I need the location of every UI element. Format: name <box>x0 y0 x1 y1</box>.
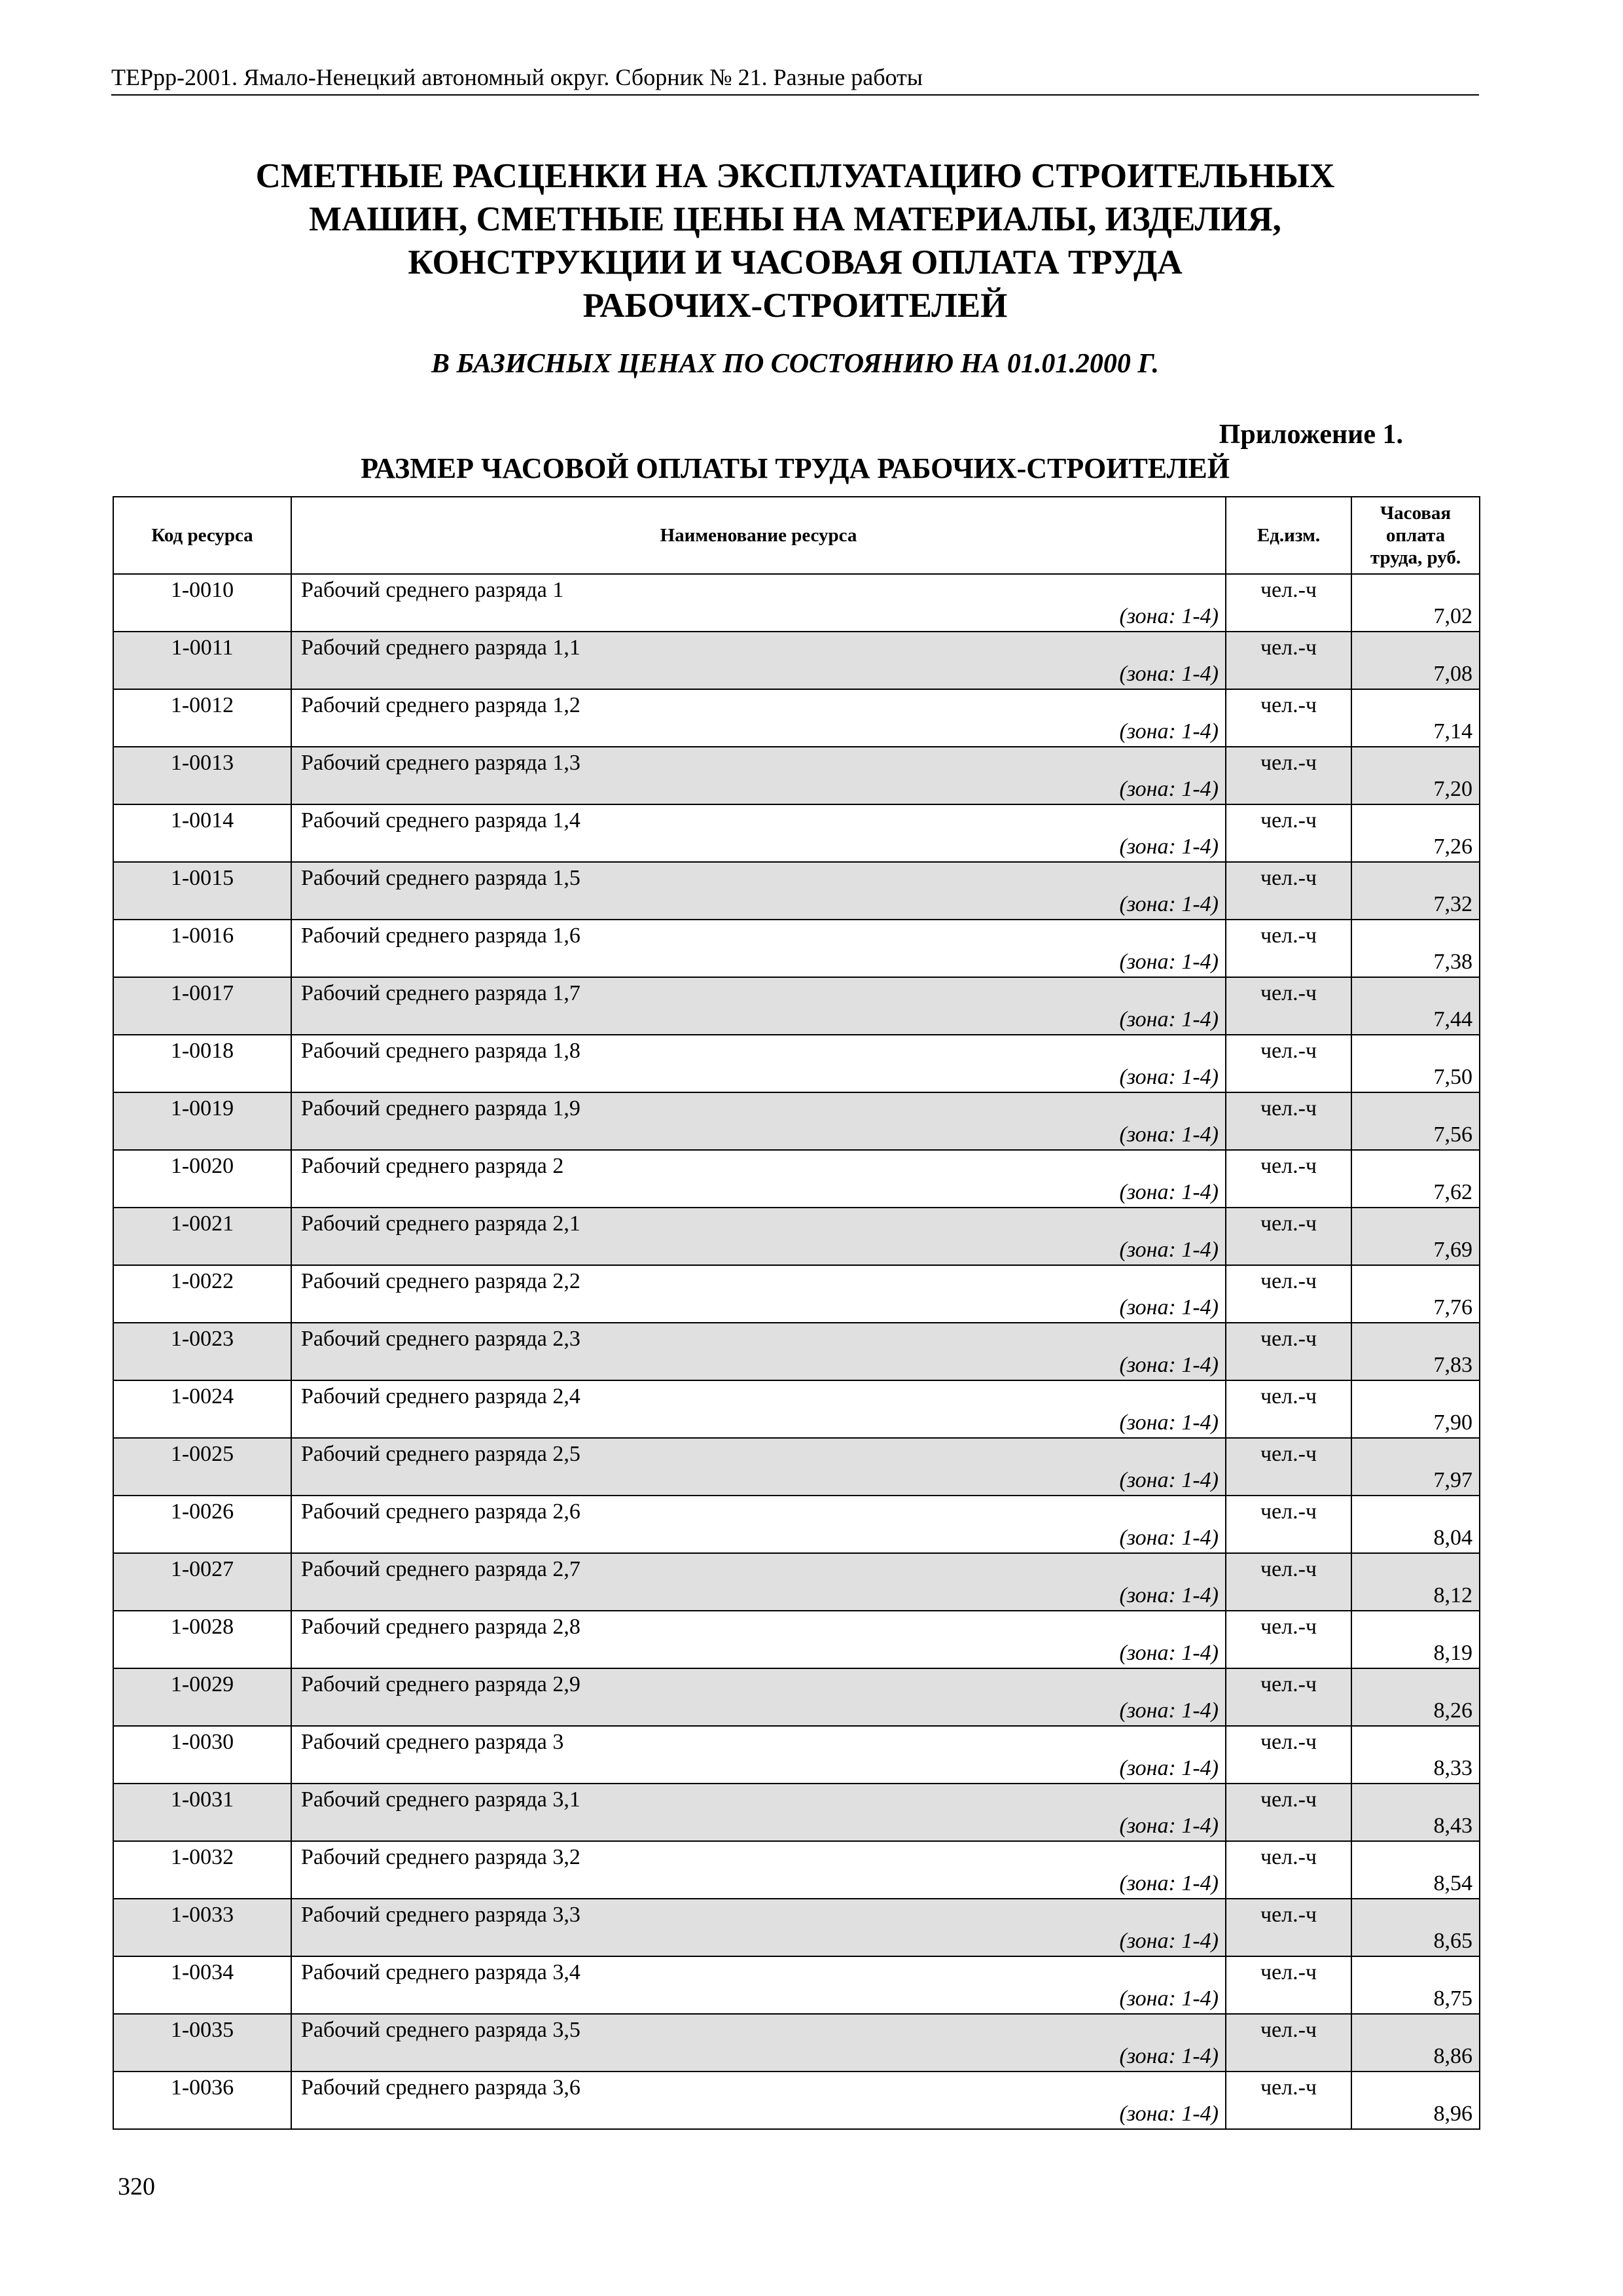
hourly-rate: 8,43 <box>1433 1814 1472 1838</box>
hourly-rate: 8,96 <box>1433 2102 1472 2126</box>
resource-code-cell: 1-0010 <box>113 574 291 632</box>
resource-name: Рабочий среднего разряда 2,7 <box>301 1557 580 1581</box>
resource-name-cell <box>291 1899 1226 1956</box>
rate-cell <box>1351 2072 1480 2129</box>
table-row <box>113 1496 1480 1553</box>
table-row <box>113 1150 1480 1208</box>
resource-name: Рабочий среднего разряда 3,2 <box>301 1845 580 1869</box>
resource-code-cell: 1-0021 <box>113 1208 291 1265</box>
resource-name: Рабочий среднего разряда 2,6 <box>301 1499 580 1524</box>
header-rate-line-1: Часовая <box>1380 503 1452 524</box>
resource-name: Рабочий среднего разряда 2,9 <box>301 1672 580 1696</box>
resource-name: Рабочий среднего разряда 2,4 <box>301 1384 580 1408</box>
resource-code-cell: 1-0014 <box>113 804 291 862</box>
hourly-rate: 8,26 <box>1433 1698 1472 1723</box>
rate-cell <box>1351 1035 1480 1092</box>
resource-name-cell <box>291 1438 1226 1496</box>
table-header-row <box>113 497 1480 574</box>
resource-name: Рабочий среднего разряда 3,6 <box>301 2075 580 2100</box>
table-row <box>113 862 1480 920</box>
resource-code-cell: 1-0018 <box>113 1035 291 1092</box>
resource-name: Рабочий среднего разряда 2,1 <box>301 1211 580 1236</box>
resource-name: Рабочий среднего разряда 1,1 <box>301 636 580 660</box>
rate-cell <box>1351 747 1480 804</box>
rate-cell <box>1351 574 1480 632</box>
resource-zone: (зона: 1-4) <box>1119 1468 1219 1492</box>
resource-zone: (зона: 1-4) <box>1119 1180 1219 1204</box>
resource-name-cell <box>291 1553 1226 1611</box>
resource-name-cell <box>291 1956 1226 2014</box>
unit-cell: чел.-ч <box>1226 862 1351 920</box>
table-row <box>113 1323 1480 1380</box>
resource-name: Рабочий среднего разряда 1,5 <box>301 866 580 890</box>
resource-name-cell <box>291 862 1226 920</box>
resource-name: Рабочий среднего разряда 1,4 <box>301 808 580 833</box>
resource-code-cell: 1-0027 <box>113 1553 291 1611</box>
resource-code-cell: 1-0012 <box>113 689 291 747</box>
resource-code-cell: 1-0016 <box>113 920 291 977</box>
rate-cell <box>1351 1841 1480 1899</box>
subtitle: В БАЗИСНЫХ ЦЕНАХ ПО СОСТОЯНИЮ НА 01.01.2000 Г. <box>431 349 1160 379</box>
resource-code-cell: 1-0022 <box>113 1265 291 1323</box>
table-row <box>113 1726 1480 1784</box>
table-row <box>113 1553 1480 1611</box>
resource-name: Рабочий среднего разряда 1,7 <box>301 981 580 1005</box>
unit-cell: чел.-ч <box>1226 1438 1351 1496</box>
hourly-rate: 7,76 <box>1433 1295 1472 1319</box>
resource-name: Рабочий среднего разряда 3,1 <box>301 1787 580 1812</box>
header-unit: Ед.изм. <box>1226 497 1351 574</box>
resource-name-cell <box>291 1668 1226 1726</box>
resource-code-cell: 1-0033 <box>113 1899 291 1956</box>
resource-zone: (зона: 1-4) <box>1119 1065 1219 1089</box>
resource-name: Рабочий среднего разряда 1,6 <box>301 924 580 948</box>
rate-cell <box>1351 1611 1480 1668</box>
resource-name-cell <box>291 1784 1226 1841</box>
rate-cell <box>1351 804 1480 862</box>
hourly-rate: 7,50 <box>1433 1065 1472 1089</box>
resource-code-cell: 1-0029 <box>113 1668 291 1726</box>
resource-name-cell <box>291 1035 1226 1092</box>
table-row <box>113 1668 1480 1726</box>
table-row <box>113 2072 1480 2129</box>
hourly-rate: 7,83 <box>1433 1353 1472 1377</box>
rate-cell <box>1351 1380 1480 1438</box>
resource-zone: (зона: 1-4) <box>1119 2044 1219 2068</box>
table-row <box>113 1611 1480 1668</box>
page-number: 320 <box>118 2173 155 2200</box>
table-title: РАЗМЕР ЧАСОВОЙ ОПЛАТЫ ТРУДА РАБОЧИХ-СТРОИТЕЛЕЙ <box>361 452 1230 484</box>
resource-name: Рабочий среднего разряда 1,2 <box>301 693 580 717</box>
table-row <box>113 747 1480 804</box>
hourly-rate: 7,26 <box>1433 834 1472 859</box>
resource-name: Рабочий среднего разряда 3,5 <box>301 2018 580 2042</box>
header-rate <box>1351 497 1480 574</box>
unit-cell: чел.-ч <box>1226 1150 1351 1208</box>
hourly-rate: 7,97 <box>1433 1468 1472 1492</box>
table-row <box>113 1092 1480 1150</box>
resource-code-cell: 1-0017 <box>113 977 291 1035</box>
resource-name: Рабочий среднего разряда 2,3 <box>301 1327 580 1351</box>
rate-cell <box>1351 1496 1480 1553</box>
hourly-rate: 8,04 <box>1433 1526 1472 1550</box>
rate-cell <box>1351 1668 1480 1726</box>
resource-code-cell: 1-0031 <box>113 1784 291 1841</box>
unit-cell: чел.-ч <box>1226 1035 1351 1092</box>
hourly-rate: 7,69 <box>1433 1238 1472 1262</box>
resource-zone: (зона: 1-4) <box>1119 1641 1219 1665</box>
table-row <box>113 1956 1480 2014</box>
unit-cell: чел.-ч <box>1226 1323 1351 1380</box>
table-row <box>113 2014 1480 2072</box>
hourly-rate: 7,44 <box>1433 1007 1472 1031</box>
hourly-rate: 7,56 <box>1433 1122 1472 1147</box>
rate-cell <box>1351 1899 1480 1956</box>
hourly-rate: 8,33 <box>1433 1756 1472 1780</box>
hourly-rate: 7,38 <box>1433 950 1472 974</box>
resource-name: Рабочий среднего разряда 2,8 <box>301 1615 580 1639</box>
wage-rate-table <box>113 496 1480 2130</box>
appendix-label: Приложение 1. <box>1219 420 1403 450</box>
resource-code-cell: 1-0015 <box>113 862 291 920</box>
resource-name-cell <box>291 632 1226 689</box>
header-code: Код ресурса <box>113 497 291 574</box>
resource-zone: (зона: 1-4) <box>1119 777 1219 801</box>
resource-zone: (зона: 1-4) <box>1119 1122 1219 1147</box>
resource-code-cell: 1-0028 <box>113 1611 291 1668</box>
unit-cell: чел.-ч <box>1226 1726 1351 1784</box>
rate-cell <box>1351 1726 1480 1784</box>
table-row <box>113 1208 1480 1265</box>
resource-zone: (зона: 1-4) <box>1119 1698 1219 1723</box>
unit-cell: чел.-ч <box>1226 1899 1351 1956</box>
resource-zone: (зона: 1-4) <box>1119 1986 1219 2011</box>
resource-zone: (зона: 1-4) <box>1119 1526 1219 1550</box>
resource-name-cell <box>291 977 1226 1035</box>
unit-cell: чел.-ч <box>1226 1956 1351 2014</box>
resource-zone: (зона: 1-4) <box>1119 1353 1219 1377</box>
rate-cell <box>1351 977 1480 1035</box>
resource-code-cell: 1-0025 <box>113 1438 291 1496</box>
resource-name-cell <box>291 2072 1226 2129</box>
resource-zone: (зона: 1-4) <box>1119 1238 1219 1262</box>
main-title-line-3: КОНСТРУКЦИИ И ЧАСОВАЯ ОПЛАТА ТРУДА <box>408 243 1183 281</box>
table-row <box>113 1841 1480 1899</box>
table-row <box>113 1380 1480 1438</box>
table-row <box>113 689 1480 747</box>
rate-cell <box>1351 920 1480 977</box>
resource-zone: (зона: 1-4) <box>1119 2102 1219 2126</box>
unit-cell: чел.-ч <box>1226 1208 1351 1265</box>
unit-cell: чел.-ч <box>1226 977 1351 1035</box>
resource-code-cell: 1-0019 <box>113 1092 291 1150</box>
running-header: ТЕРрр-2001. Ямало-Ненецкий автономный округ. Сборник № 21. Разные работы <box>111 60 1479 96</box>
resource-name: Рабочий среднего разряда 3,4 <box>301 1960 580 1984</box>
resource-name: Рабочий среднего разряда 2,5 <box>301 1442 580 1466</box>
resource-zone: (зона: 1-4) <box>1119 1007 1219 1031</box>
unit-cell: чел.-ч <box>1226 632 1351 689</box>
header-name: Наименование ресурса <box>291 497 1226 574</box>
resource-zone: (зона: 1-4) <box>1119 719 1219 744</box>
hourly-rate: 8,19 <box>1433 1641 1472 1665</box>
rate-cell <box>1351 862 1480 920</box>
hourly-rate: 7,62 <box>1433 1180 1472 1204</box>
resource-zone: (зона: 1-4) <box>1119 1929 1219 1953</box>
resource-zone: (зона: 1-4) <box>1119 604 1219 628</box>
resource-name: Рабочий среднего разряда 3,3 <box>301 1903 580 1927</box>
resource-name-cell <box>291 1265 1226 1323</box>
rate-cell <box>1351 1553 1480 1611</box>
resource-code-cell: 1-0030 <box>113 1726 291 1784</box>
table-row <box>113 1265 1480 1323</box>
table-row <box>113 574 1480 632</box>
resource-code-cell: 1-0024 <box>113 1380 291 1438</box>
resource-name: Рабочий среднего разряда 2 <box>301 1154 564 1178</box>
hourly-rate: 8,54 <box>1433 1871 1472 1895</box>
resource-name-cell <box>291 574 1226 632</box>
resource-code-cell: 1-0026 <box>113 1496 291 1553</box>
rate-cell <box>1351 689 1480 747</box>
resource-name: Рабочий среднего разряда 3 <box>301 1730 564 1754</box>
title-block <box>111 154 1479 381</box>
unit-cell: чел.-ч <box>1226 1092 1351 1150</box>
unit-cell: чел.-ч <box>1226 1611 1351 1668</box>
rate-cell <box>1351 1956 1480 2014</box>
table-row <box>113 1438 1480 1496</box>
rate-cell <box>1351 1265 1480 1323</box>
resource-code-cell: 1-0020 <box>113 1150 291 1208</box>
hourly-rate: 7,32 <box>1433 892 1472 916</box>
hourly-rate: 7,14 <box>1433 719 1472 744</box>
resource-name: Рабочий среднего разряда 1 <box>301 578 564 602</box>
rate-cell <box>1351 1092 1480 1150</box>
resource-code-cell: 1-0036 <box>113 2072 291 2129</box>
hourly-rate: 8,75 <box>1433 1986 1472 2011</box>
table-row <box>113 1784 1480 1841</box>
resource-name: Рабочий среднего разряда 2,2 <box>301 1269 580 1293</box>
resource-zone: (зона: 1-4) <box>1119 834 1219 859</box>
hourly-rate: 7,08 <box>1433 662 1472 686</box>
resource-zone: (зона: 1-4) <box>1119 1814 1219 1838</box>
table-row <box>113 977 1480 1035</box>
rate-cell <box>1351 1150 1480 1208</box>
resource-code-cell: 1-0035 <box>113 2014 291 2072</box>
table-row <box>113 1035 1480 1092</box>
rate-cell <box>1351 1208 1480 1265</box>
table-row <box>113 632 1480 689</box>
hourly-rate: 8,86 <box>1433 2044 1472 2068</box>
table-row <box>113 1899 1480 1956</box>
unit-cell: чел.-ч <box>1226 689 1351 747</box>
resource-code-cell: 1-0011 <box>113 632 291 689</box>
unit-cell: чел.-ч <box>1226 804 1351 862</box>
resource-name-cell <box>291 1841 1226 1899</box>
unit-cell: чел.-ч <box>1226 2072 1351 2129</box>
resource-name: Рабочий среднего разряда 1,9 <box>301 1096 580 1121</box>
resource-code-cell: 1-0023 <box>113 1323 291 1380</box>
unit-cell: чел.-ч <box>1226 1784 1351 1841</box>
rate-cell <box>1351 1323 1480 1380</box>
resource-name-cell <box>291 804 1226 862</box>
resource-zone: (зона: 1-4) <box>1119 662 1219 686</box>
resource-zone: (зона: 1-4) <box>1119 1410 1219 1435</box>
resource-zone: (зона: 1-4) <box>1119 892 1219 916</box>
table-row <box>113 804 1480 862</box>
unit-cell: чел.-ч <box>1226 1841 1351 1899</box>
resource-name-cell <box>291 1323 1226 1380</box>
resource-name-cell <box>291 747 1226 804</box>
resource-zone: (зона: 1-4) <box>1119 1295 1219 1319</box>
resource-name: Рабочий среднего разряда 1,3 <box>301 751 580 775</box>
hourly-rate: 7,02 <box>1433 604 1472 628</box>
resource-name-cell <box>291 1150 1226 1208</box>
unit-cell: чел.-ч <box>1226 1496 1351 1553</box>
unit-cell: чел.-ч <box>1226 574 1351 632</box>
rate-cell <box>1351 1438 1480 1496</box>
resource-name-cell <box>291 2014 1226 2072</box>
resource-zone: (зона: 1-4) <box>1119 1871 1219 1895</box>
main-title-line-1: СМЕТНЫЕ РАСЦЕНКИ НА ЭКСПЛУАТАЦИЮ СТРОИТЕЛЬНЫХ <box>255 157 1335 195</box>
resource-code-cell: 1-0034 <box>113 1956 291 2014</box>
rate-cell <box>1351 1784 1480 1841</box>
rate-cell <box>1351 632 1480 689</box>
hourly-rate: 8,12 <box>1433 1583 1472 1607</box>
resource-name-cell <box>291 1496 1226 1553</box>
rate-cell <box>1351 2014 1480 2072</box>
resource-name-cell <box>291 1208 1226 1265</box>
resource-name-cell <box>291 920 1226 977</box>
resource-code-cell: 1-0013 <box>113 747 291 804</box>
resource-name: Рабочий среднего разряда 1,8 <box>301 1039 580 1063</box>
hourly-rate: 7,90 <box>1433 1410 1472 1435</box>
resource-zone: (зона: 1-4) <box>1119 950 1219 974</box>
resource-code-cell: 1-0032 <box>113 1841 291 1899</box>
resource-name-cell <box>291 1726 1226 1784</box>
resource-name-cell <box>291 689 1226 747</box>
hourly-rate: 7,20 <box>1433 777 1472 801</box>
header-rate-line-2: оплата <box>1385 525 1446 546</box>
main-title <box>111 154 1479 327</box>
unit-cell: чел.-ч <box>1226 1553 1351 1611</box>
resource-name-cell <box>291 1380 1226 1438</box>
resource-name-cell <box>291 1092 1226 1150</box>
hourly-rate: 8,65 <box>1433 1929 1472 1953</box>
header-rate-line-3: труда, руб. <box>1370 547 1461 568</box>
unit-cell: чел.-ч <box>1226 747 1351 804</box>
unit-cell: чел.-ч <box>1226 2014 1351 2072</box>
unit-cell: чел.-ч <box>1226 1668 1351 1726</box>
unit-cell: чел.-ч <box>1226 920 1351 977</box>
unit-cell: чел.-ч <box>1226 1380 1351 1438</box>
resource-name-cell <box>291 1611 1226 1668</box>
resource-zone: (зона: 1-4) <box>1119 1583 1219 1607</box>
main-title-line-2: МАШИН, СМЕТНЫЕ ЦЕНЫ НА МАТЕРИАЛЫ, ИЗДЕЛИЯ, <box>309 200 1281 238</box>
table-body <box>113 574 1480 2129</box>
table-row <box>113 920 1480 977</box>
main-title-line-4: РАБОЧИХ-СТРОИТЕЛЕЙ <box>582 287 1008 325</box>
unit-cell: чел.-ч <box>1226 1265 1351 1323</box>
resource-zone: (зона: 1-4) <box>1119 1756 1219 1780</box>
